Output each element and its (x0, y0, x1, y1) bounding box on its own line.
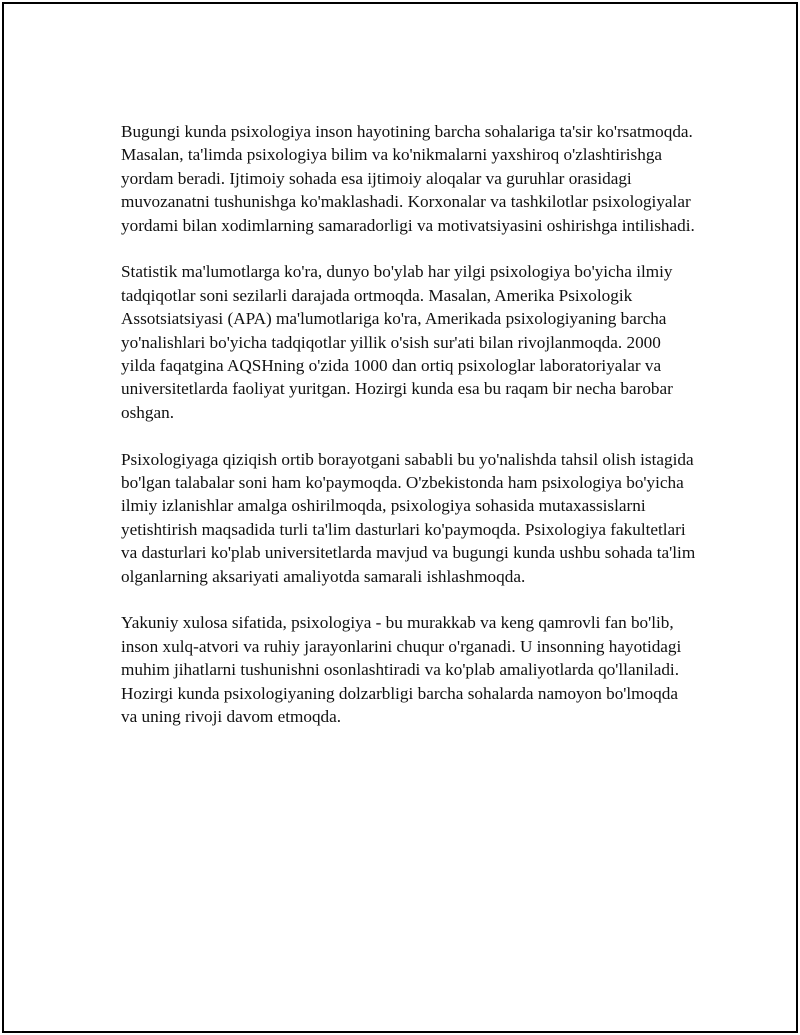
paragraph-2: Statistik ma'lumotlarga ko'ra, dunyo bo'ylab har yilgi psixologiya bo'yicha ilmiy tadqiqotlar soni sezilarli darajada ortmoqda. Masalan, Amerika Psixologik Assotsiatsiyasi (APA) ma'lumotlariga ko'ra, Amerikada psixologiyaning barcha yo'nalishlari bo'yicha tadqiqotlar yillik o'sish sur'ati bilan rivojlanmoqda. 2000 yilda faqatgina AQSHning o'zida 1000 dan ortiq psixologlar laboratoriyalar va universitetlarda faoliyat yuritgan. Hozirgi kunda esa bu raqam bir necha barobar oshgan. (121, 262, 673, 422)
page-border (2, 2, 798, 1033)
paragraph-1: Bugungi kunda psixologiya inson hayotining barcha sohalariga ta'sir ko'rsatmoqda. Masalan, ta'limda psixologiya bilim va ko'nikmalarni yaxshiroq o'zlashtirishga yordam beradi. Ijtimoiy sohada esa ijtimoiy aloqalar va guruhlar orasidagi muvozanatni tushunishga ko'maklashadi. Korxonalar va tashkilotlar psixologiyalar yordami bilan xodimlarning samaradorligi va motivatsiyasini oshirishga intilishadi. (121, 122, 695, 235)
document-body (121, 120, 696, 752)
paragraph-3: Psixologiyaga qiziqish ortib borayotgani sababli bu yo'nalishda tahsil olish istagida bo'lgan talabalar soni ham ko'paymoqda. O'zbekistonda ham psixologiya bo'yicha ilmiy izlanishlar amalga oshirilmoqda, psixologiya sohasida mutaxassislarni yetishtirish maqsadida turli ta'lim dasturlari ko'paymoqda. Psixologiya fakultetlari va dasturlari ko'plab universitetlarda mavjud va bugungi kunda ushbu sohada ta'lim olganlarning aksariyati amaliyotda samarali ishlashmoqda. (121, 449, 696, 586)
paragraph-4: Yakuniy xulosa sifatida, psixologiya - bu murakkab va keng qamrovli fan bo'lib, inson xulq-atvori va ruhiy jarayonlarini chuqur o'rganadi. U insonning hayotidagi muhim jihatlarni tushunishni osonlashtiradi va ko'plab amaliyotlarda qo'llaniladi. Hozirgi kunda psixologiyaning dolzarbligi barcha sohalarda namoyon bo'lmoqda va uning rivoji davom etmoqda. (121, 613, 682, 727)
